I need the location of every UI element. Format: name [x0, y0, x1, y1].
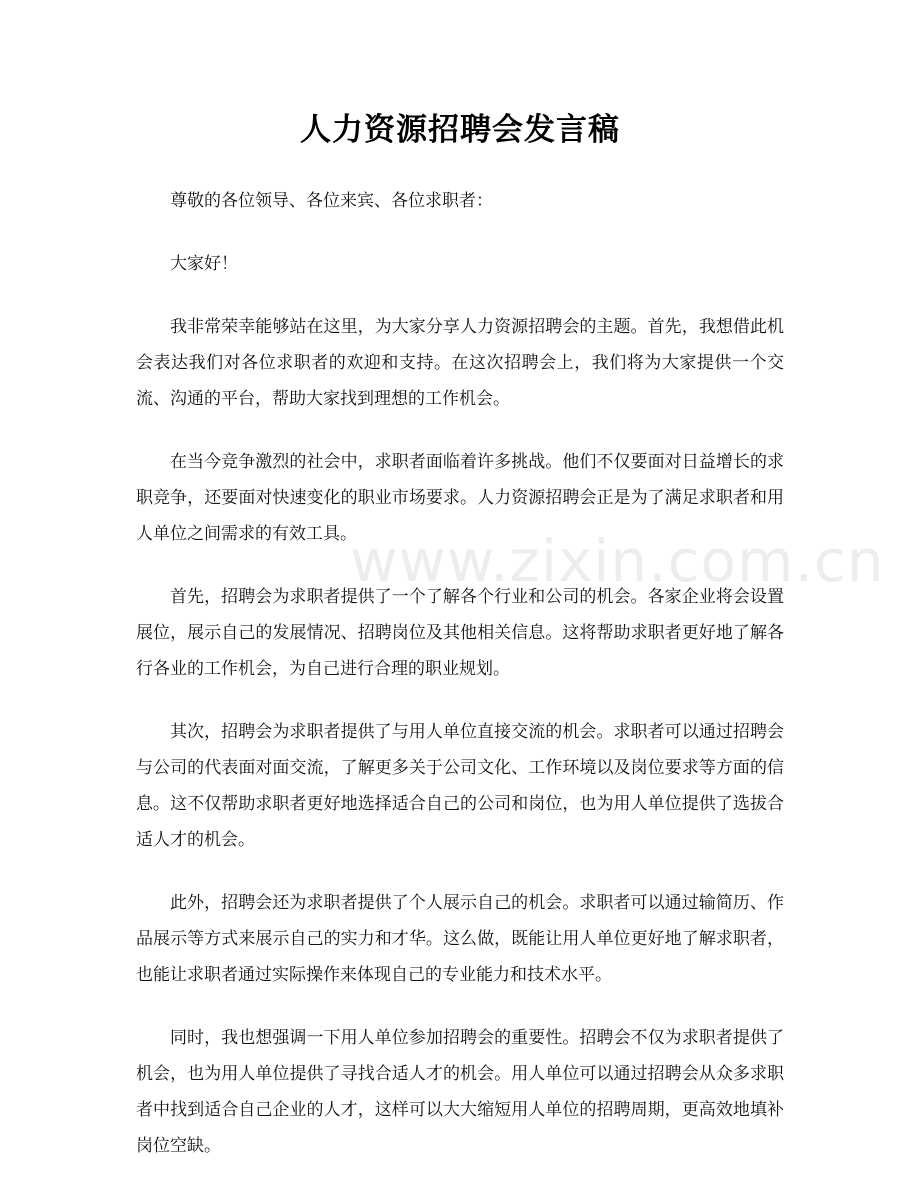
document-title: 人力资源招聘会发言稿 — [300, 112, 620, 148]
greeting: 大家好！ — [170, 254, 238, 274]
paragraph: 此外，招聘会还为求职者提供了个人展示自己的机会。求职者可以通过输简历、作品展示等方式来展示自己的实力和才华。这么做，既能让用人单位更好地了解求职者，也能让求职者通过实际操作来体现自己的专业能力和技术水平。 — [136, 893, 784, 985]
document-body — [136, 183, 784, 1191]
paragraph: 我非常荣幸能够站在这里，为大家分享人力资源招聘会的主题。首先，我想借此机会表达我们对各位求职者的欢迎和支持。在这次招聘会上，我们将为大家提供一个交流、沟通的平台，帮助大家找到理想的工作机会。 — [136, 317, 784, 409]
paragraph: 首先，招聘会为求职者提供了一个了解各个行业和公司的机会。各家企业将会设置展位，展示自己的发展情况、招聘岗位及其他相关信息。这将帮助求职者更好地了解各行各业的工作机会，为自己进行合理的职业规划。 — [136, 587, 784, 679]
paragraph: 其次，招聘会为求职者提供了与用人单位直接交流的机会。求职者可以通过招聘会与公司的代表面对面交流，了解更多关于公司文化、工作环境以及岗位要求等方面的信息。这不仅帮助求职者更好地选择适合自己的公司和岗位，也为用人单位提供了选拔合适人才的机会。 — [136, 722, 784, 850]
watermark: www.zixin.com.cn — [350, 527, 885, 595]
paragraph: 同时，我也想强调一下用人单位参加招聘会的重要性。招聘会不仅为求职者提供了机会，也为用人单位提供了寻找合适人才的机会。用人单位可以通过招聘会从众多求职者中找到适合自己企业的人才，这样可以大大缩短用人单位的招聘周期，更高效地填补岗位空缺。 — [136, 1028, 784, 1156]
paragraph: 在当今竞争激烈的社会中，求职者面临着许多挑战。他们不仅要面对日益增长的求职竞争，还要面对快速变化的职业市场要求。人力资源招聘会正是为了满足求职者和用人单位之间需求的有效工具。 — [136, 452, 784, 544]
salutation: 尊敬的各位领导、各位来宾、各位求职者： — [170, 191, 493, 211]
